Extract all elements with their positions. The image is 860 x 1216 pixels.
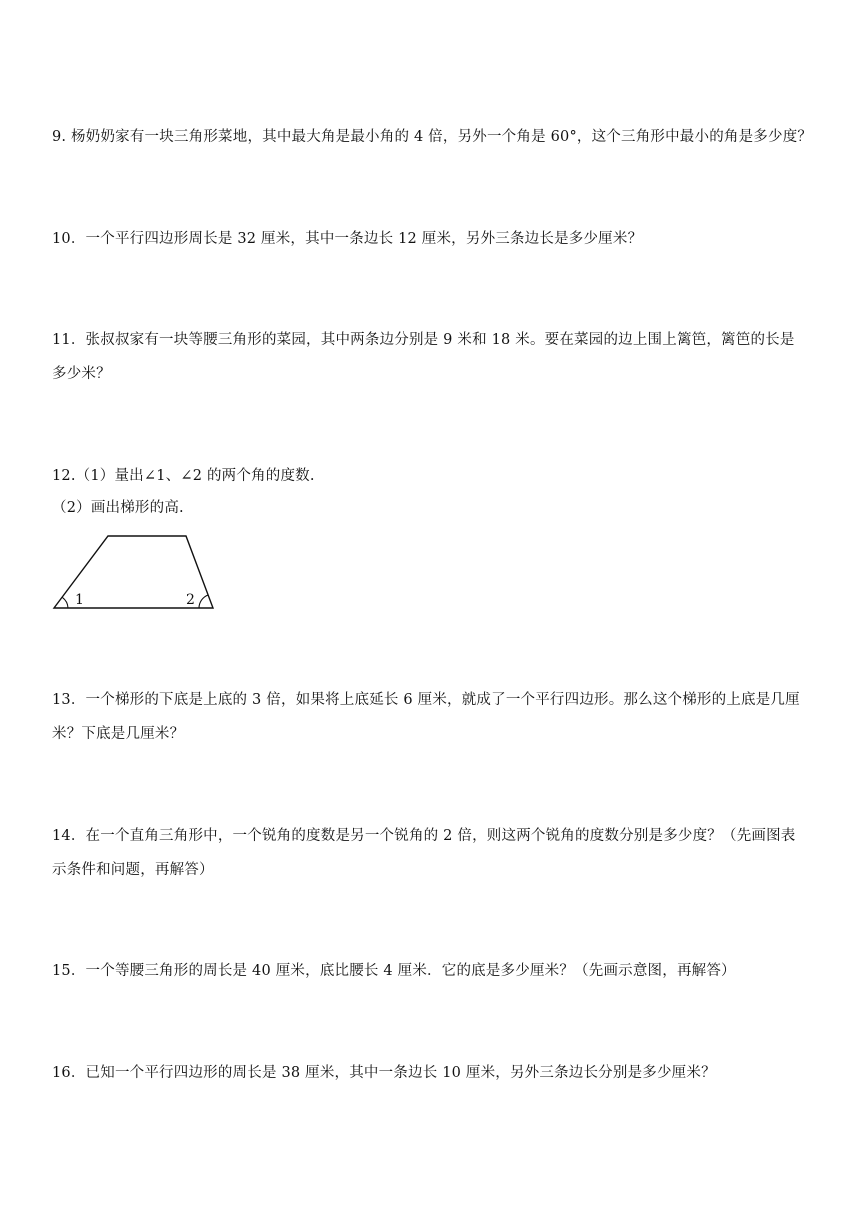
question-12-text-line1: 12.（1）量出∠1、∠2 的两个角的度数.	[52, 468, 315, 484]
question-13-text-line1: 13．一个梯形的下底是上底的 3 倍，如果将上底延长 6 厘米，就成了一个平行四边形。那么这个梯形的上底是几厘	[52, 692, 800, 708]
angle-2-label: 2	[186, 592, 195, 608]
question-14-text-line2: 示条件和问题，再解答）	[52, 862, 214, 878]
angle-1-arc	[62, 597, 68, 608]
question-14-text-line1: 14．在一个直角三角形中，一个锐角的度数是另一个锐角的 2 倍，则这两个锐角的度数分别是多少度？（先画图表	[52, 828, 796, 844]
angle-1-label: 1	[75, 592, 84, 608]
question-15-text: 15．一个等腰三角形的周长是 40 厘米，底比腰长 4 厘米．它的底是多少厘米？（先画示意图，再解答）	[52, 963, 736, 979]
question-10-text: 10．一个平行四边形周长是 32 厘米，其中一条边长 12 厘米，另外三条边长是多少厘米？	[52, 231, 643, 247]
question-9-text: 9. 杨奶奶家有一块三角形菜地，其中最大角是最小角的 4 倍，另外一个角是 60°，这个三角形中最小的角是多少度？	[52, 129, 813, 145]
trapezoid-diagram	[50, 528, 220, 616]
question-16-text: 16．已知一个平行四边形的周长是 38 厘米，其中一条边长 10 厘米，另外三条边长分别是多少厘米？	[52, 1065, 716, 1081]
question-11-text-line2: 多少米？	[52, 366, 111, 382]
trapezoid-figure	[50, 528, 220, 616]
question-11-text-line1: 11．张叔叔家有一块等腰三角形的菜园，其中两条边分别是 9 米和 18 米。要在菜园的边上围上篱笆，篱笆的长是	[52, 332, 795, 348]
question-12-text-line2: （2）画出梯形的高.	[52, 500, 184, 516]
question-13-text-line2: 米？下底是几厘米？	[52, 726, 185, 742]
angle-2-arc	[199, 595, 208, 608]
